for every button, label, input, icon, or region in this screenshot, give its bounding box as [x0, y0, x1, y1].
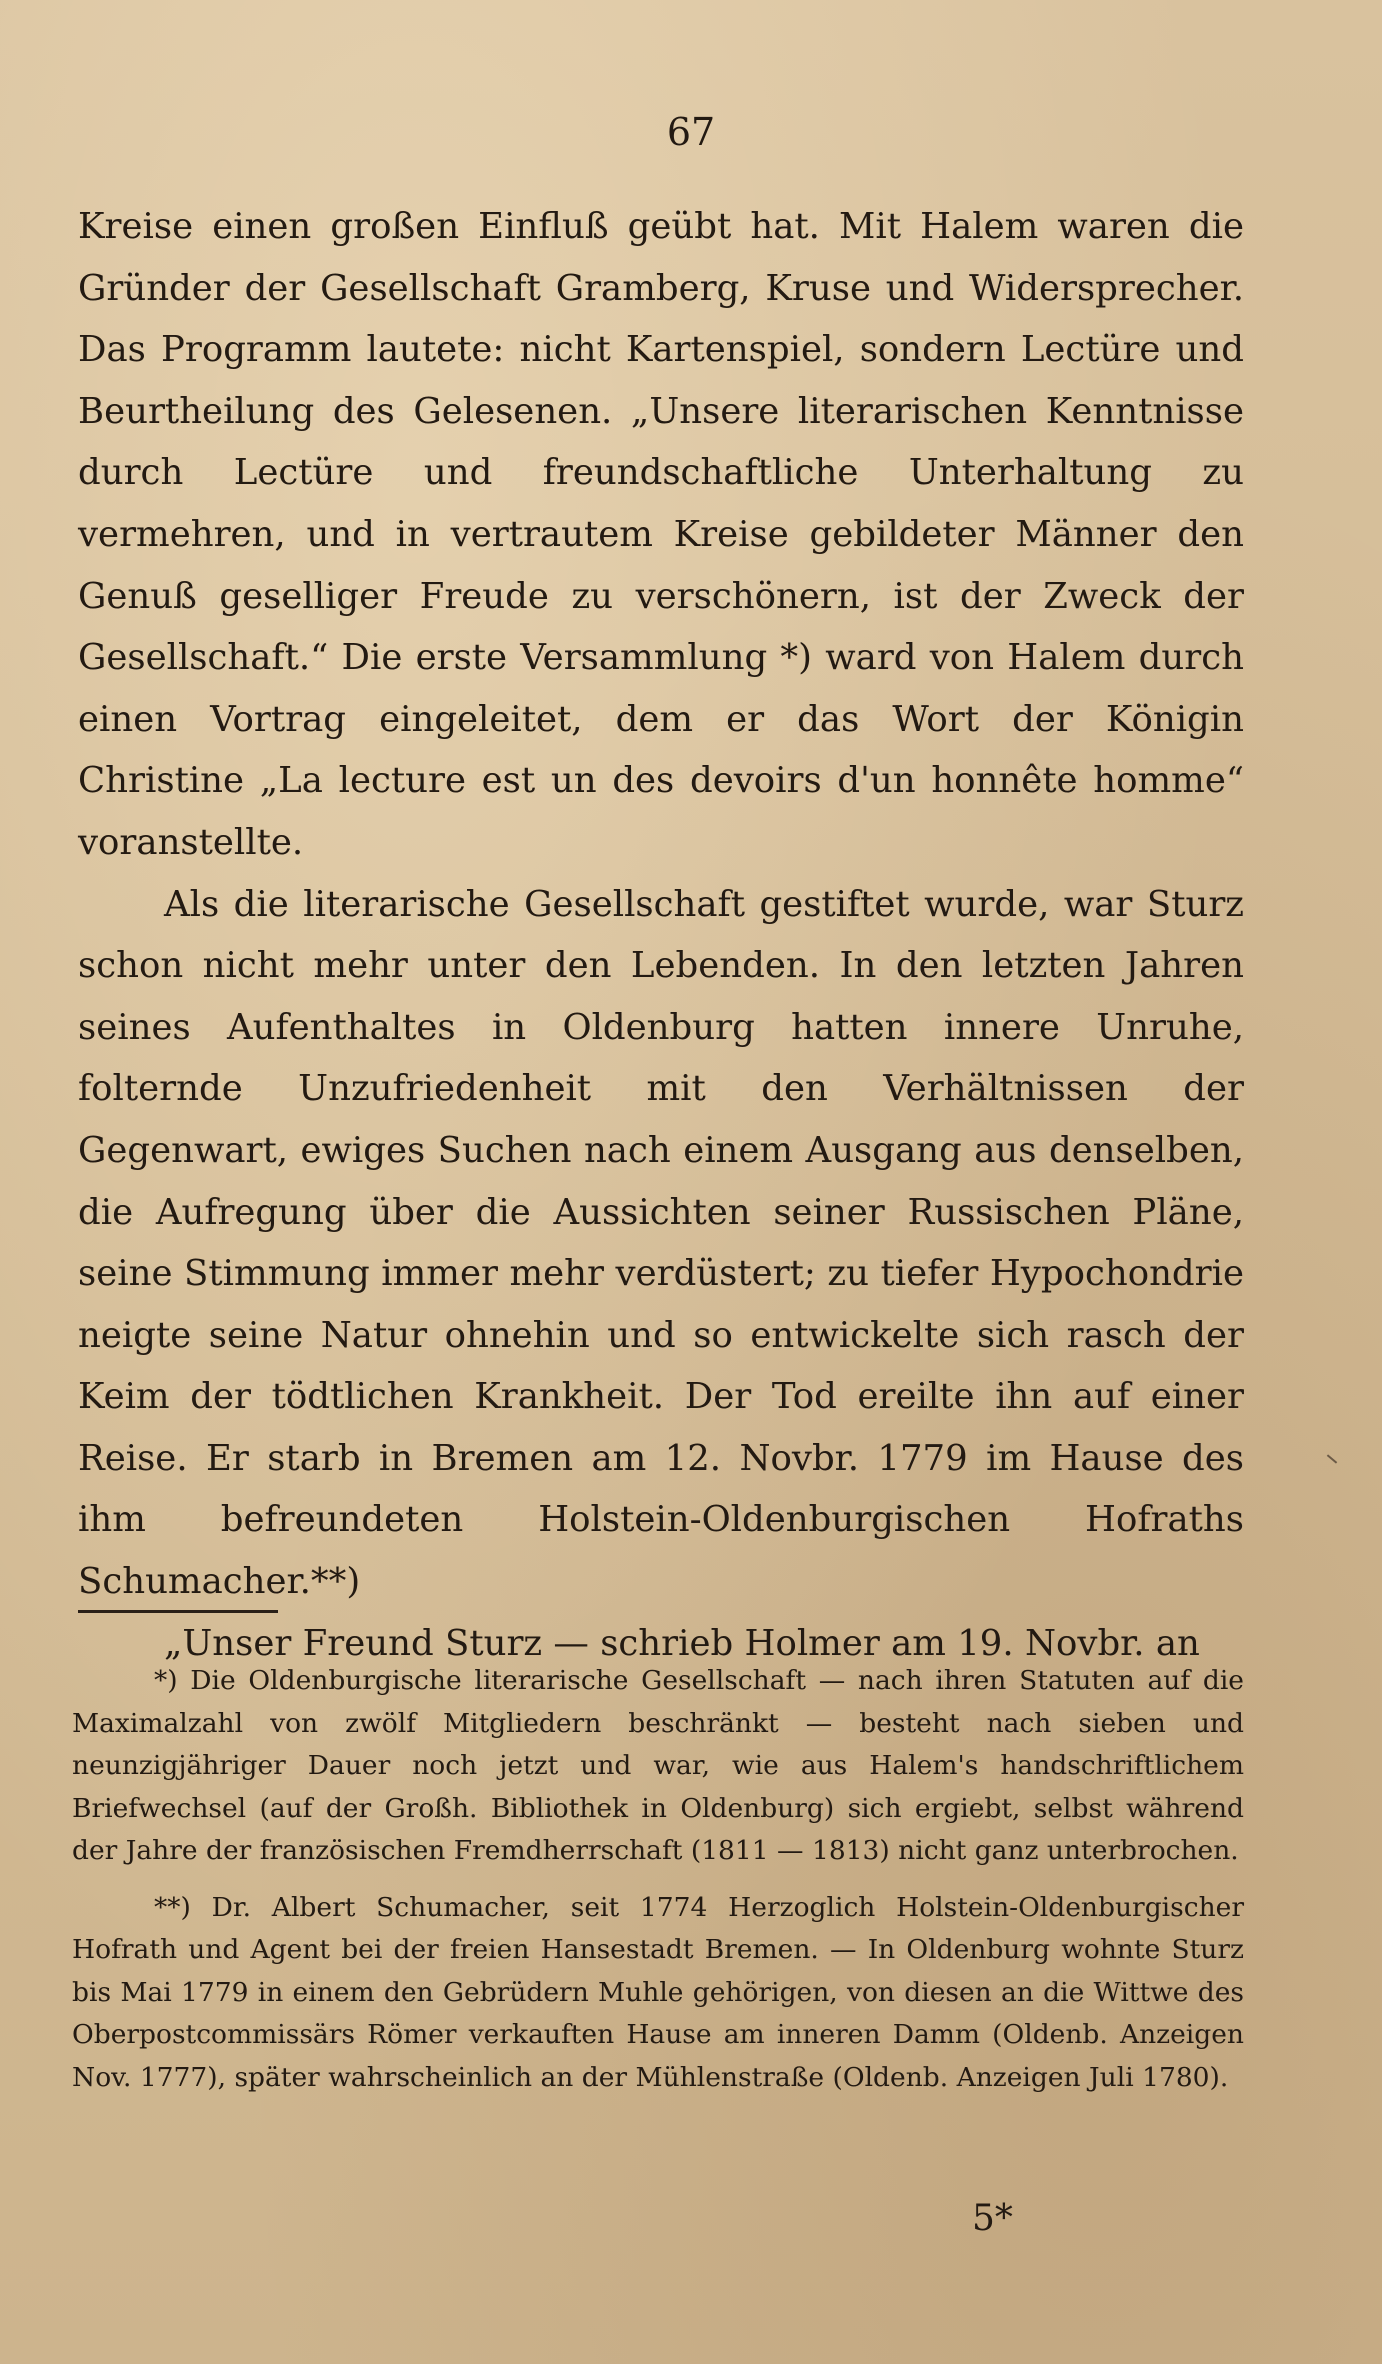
signature-mark: 5*	[972, 2198, 1013, 2239]
footnote-1: *) Die Oldenburgische literarische Gesellschaft — nach ihren Statuten auf die Maximalzahl von zwölf Mitgliedern beschränkt — besteht nach sieben und neunzigjähriger Dauer noch jetzt und war, wie aus Halem's handschriftlichem Briefwechsel (auf der Großh. Bibliothek in Oldenburg) sich ergiebt, selbst während der Jahre der französischen Fremdherrschaft (1811 — 1813) nicht ganz unterbrochen.	[72, 1665, 1244, 1866]
paragraph-3: „Unser Freund Sturz — schrieb Holmer am 19. Novbr. an	[164, 1622, 1200, 1664]
main-text	[78, 196, 1244, 1674]
margin-mark	[1327, 1454, 1337, 1463]
footnotes	[72, 1660, 1244, 2113]
page-number: 67	[666, 110, 716, 154]
paragraph-1: Kreise einen großen Einfluß geübt hat. Mit Halem waren die Gründer der Gesellschaft Gramberg, Kruse und Widersprecher. Das Programm lautete: nicht Kartenspiel, sondern Lectüre und Beurtheilung des Gelesenen. „Unsere literarischen Kenntnisse durch Lectüre und freundschaftliche Unterhaltung zu vermehren, und in vertrautem Kreise gebildeter Männer den Genuß geselliger Freude zu verschönern, ist der Zweck der Gesellschaft.“ Die erste Versammlung *) ward von Halem durch einen Vortrag eingeleitet, dem er das Wort der Königin Christine „La lecture est un des devoirs d'un honnête homme“ voranstellte.	[78, 206, 1244, 863]
footnote-divider	[78, 1610, 278, 1613]
footnote-2: **) Dr. Albert Schumacher, seit 1774 Herzoglich Holstein-Oldenburgischer Hofrath und Agent bei der freien Hansestadt Bremen. — In Oldenburg wohnte Sturz bis Mai 1779 in einem den Gebrüdern Muhle gehörigen, von diesen an die Wittwe des Oberpostcommissärs Römer verkauften Hause am inneren Damm (Oldenb. Anzeigen Nov. 1777), später wahrscheinlich an der Mühlenstraße (Oldenb. Anzeigen Juli 1780).	[72, 1891, 1244, 2093]
paragraph-2: Als die literarische Gesellschaft gestiftet wurde, war Sturz schon nicht mehr unter den Lebenden. In den letzten Jahren seines Aufenthaltes in Oldenburg hatten innere Unruhe, folternde Unzufriedenheit mit den Verhältnissen der Gegenwart, ewiges Suchen nach einem Ausgang aus denselben, die Aufregung über die Aussichten seiner Russischen Pläne, seine Stimmung immer mehr verdüstert; zu tiefer Hypochondrie neigte seine Natur ohnehin und so entwickelte sich rasch der Keim der tödtlichen Krankheit. Der Tod ereilte ihn auf einer Reise. Er starb in Bremen am 12. Novbr. 1779 im Hause des ihm befreundeten Holstein-Oldenburgischen Hofraths Schumacher.**)	[78, 883, 1244, 1603]
